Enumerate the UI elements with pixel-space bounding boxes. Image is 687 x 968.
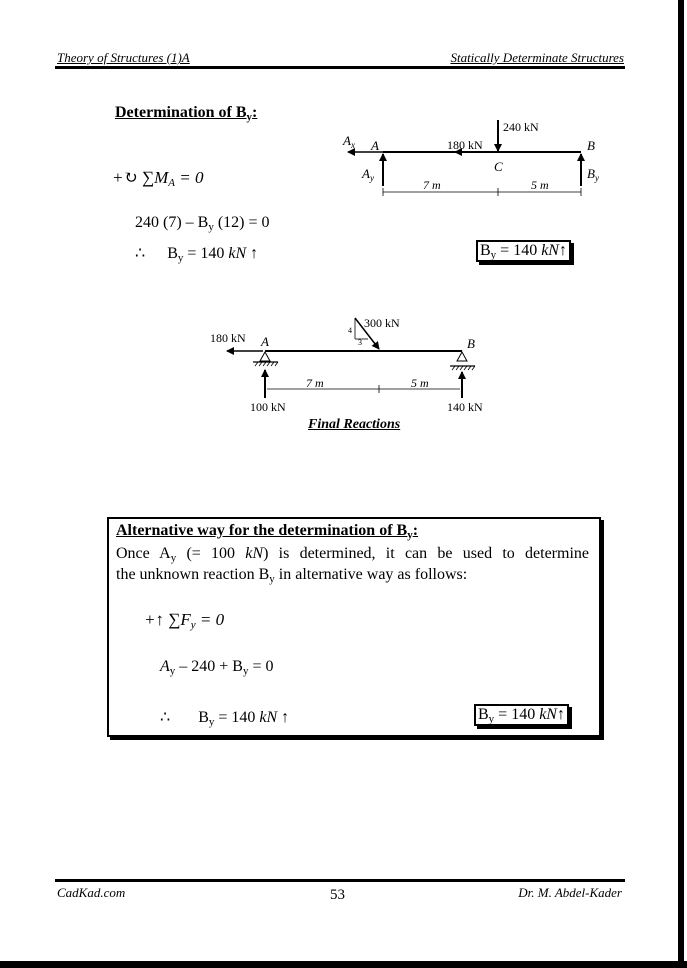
page-number: 53 bbox=[330, 887, 345, 903]
ay-label: $A_y$ bbox=[362, 166, 374, 183]
section1-title: Determination of $B_y$: bbox=[115, 104, 258, 123]
roller-support-b bbox=[457, 352, 467, 361]
load-300-label: 300 kN bbox=[364, 316, 400, 330]
label-b: B bbox=[467, 336, 475, 351]
ax-label: $A_x$ bbox=[343, 133, 355, 150]
slope-4: 4 bbox=[348, 326, 352, 335]
load-180-label: 180 kN bbox=[447, 138, 483, 152]
reaction-b-label: 140 kN bbox=[447, 400, 483, 414]
header-rule bbox=[55, 66, 625, 69]
by-label: $B_y$ bbox=[587, 166, 599, 183]
paragraph-line-2: the unknown reaction $B_y$ in alternative way as follows: bbox=[116, 566, 468, 585]
load-180-label: 180 kN bbox=[210, 331, 246, 345]
moment-equation: +↻ $\sum M_A = 0$ bbox=[112, 168, 204, 189]
section2-title: Alternative way for the determination of $B_y$: bbox=[116, 522, 419, 541]
reaction-a-label: 100 kN bbox=[250, 400, 286, 414]
alt-equation-2: ∴ $B_y = 140$ kN ↑ bbox=[160, 709, 290, 728]
page-bottom-border bbox=[0, 961, 687, 968]
footer-right: Dr. M. Abdel-Kader bbox=[518, 885, 622, 900]
paragraph-line-1: Once $A_y$ (= 100 kN) is determined, it can be used to determine bbox=[116, 545, 589, 564]
header-left: Theory of Structures (1)A bbox=[57, 50, 190, 65]
pin-support-a bbox=[260, 352, 270, 361]
final-reactions-diagram bbox=[205, 310, 495, 415]
figure-caption: Final Reactions bbox=[308, 417, 401, 432]
equation-1: 240 $(7) - B_y$ (12) = 0 bbox=[135, 214, 270, 233]
free-body-diagram bbox=[335, 112, 625, 202]
header-right: Statically Determinate Structures bbox=[450, 50, 624, 65]
dim-left: 7 m bbox=[306, 376, 324, 390]
alt-equation-1: $A_y - 240 + B_y = 0$ bbox=[160, 658, 274, 677]
slope-3: 3 bbox=[358, 338, 362, 347]
page-right-border bbox=[678, 0, 684, 968]
label-b: B bbox=[587, 138, 595, 153]
dim-right: 5 m bbox=[411, 376, 429, 390]
dim-left: 7 m bbox=[423, 178, 441, 192]
load-240-label: 240 kN bbox=[503, 120, 539, 134]
result-box-1: $B_y = 140$ kN↑ bbox=[476, 240, 571, 262]
label-a: A bbox=[261, 334, 269, 349]
label-c: C bbox=[494, 159, 503, 174]
result-box-2: $B_y = 140$ kN↑ bbox=[474, 704, 569, 726]
footer-left: CadKad.com bbox=[57, 885, 126, 900]
dim-right: 5 m bbox=[531, 178, 549, 192]
force-equation: +↑ $\sum F_y = 0$ bbox=[144, 610, 225, 631]
footer-rule bbox=[55, 879, 625, 882]
equation-2: ∴ $B_y = 140$ kN ↑ bbox=[135, 245, 259, 264]
label-a: A bbox=[371, 138, 379, 153]
